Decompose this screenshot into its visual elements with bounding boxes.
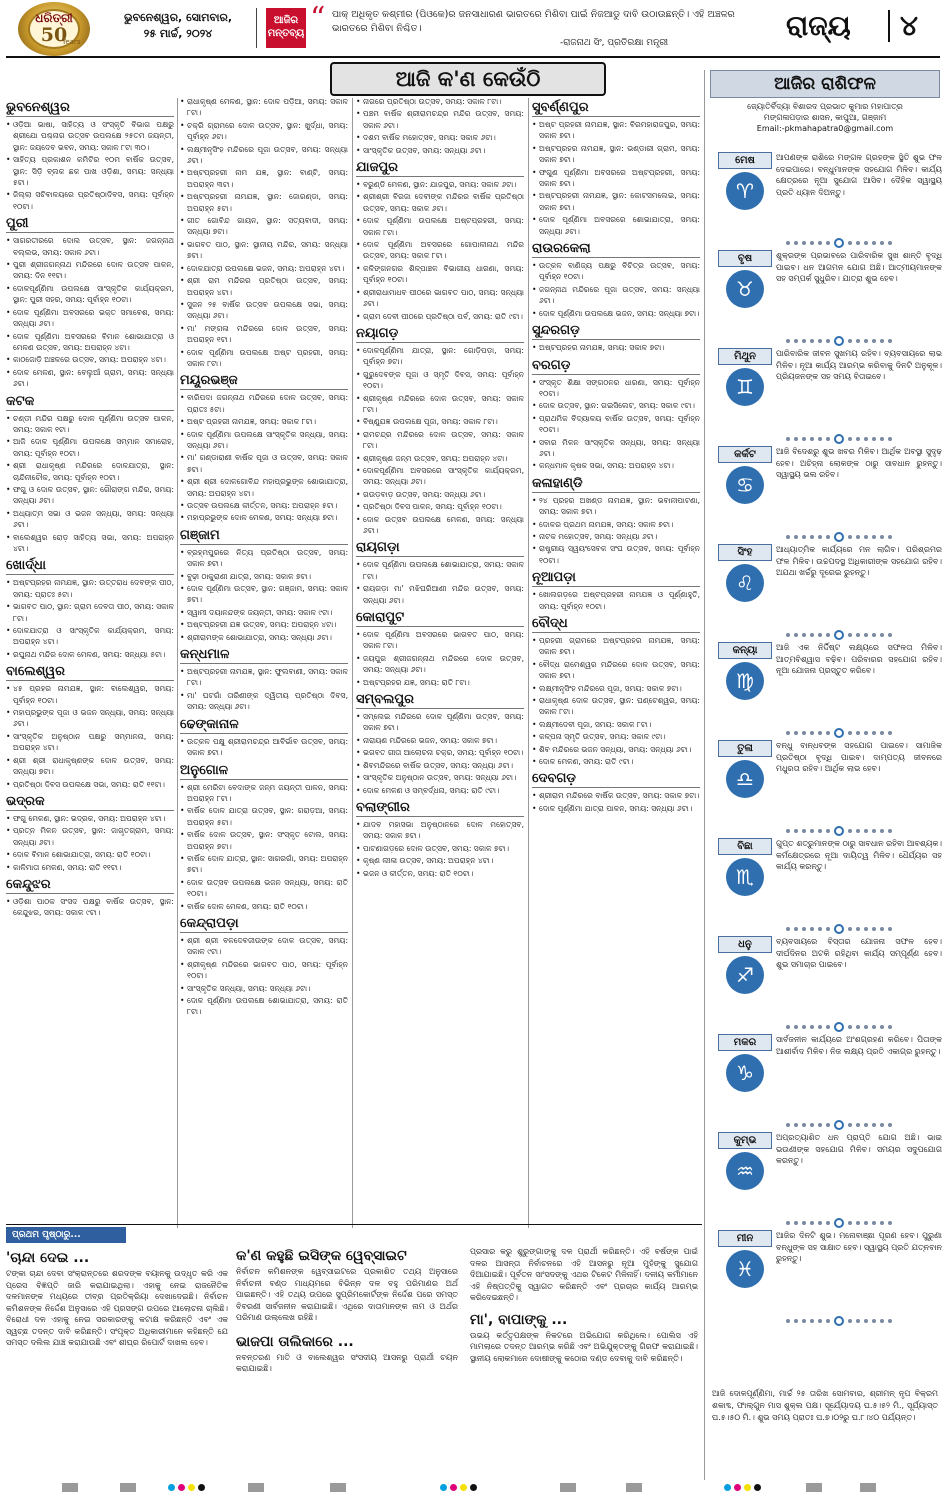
district-heading: କୋରାପୁଟ [356, 609, 524, 627]
district-heading: ବୌଦ୍ଧ [532, 615, 700, 633]
event-item: • ବ୍ରହ୍ମପୁରରେ ନିତ୍ୟ ପ୍ରତିଷ୍ଠା ଉତ୍ସବ, ସମୟ: ସକାଳ ୭ଟା। [180, 547, 348, 570]
district-heading: ନୂଆପଡ଼ା [532, 569, 700, 587]
event-item: • ଲକ୍ଷ୍ମୀଦେବୀ ପୂଜା, ସମୟ: ସକାଳ ୮ଟା। [532, 719, 700, 730]
event-item: • ଦୋଳଯାତ୍ରା ଉପଲକ୍ଷେ ଭଜନ, ସମୟ: ଅପରାହ୍ନ ୪ଟା। [180, 263, 348, 274]
event-item: • ଶ୍ରୀ ଶ୍ରୀ ବଳଦେବଜୀଉଙ୍କ ଦୋଳ ଉତ୍ସବ, ସମୟ: ସକାଳ ୯ଟା। [180, 935, 348, 958]
zodiac-sign-name: ମିଥୁନ [718, 348, 772, 365]
events-column-4 [532, 96, 700, 815]
event-item: • ନାଟକ ମହୋତ୍ସବ, ସମୟ: ସନ୍ଧ୍ୟା ୬ଟା। [532, 531, 700, 542]
zodiac-forecast-text: ଆଜିର ଦିନଟି ଶୁଭ। ମନୋବାଞ୍ଛା ପୂରଣ ହେବ। ପୁରୁଣା ବନ୍ଧୁଙ୍କ ସହ ସାକ୍ଷାତ ହେବ। ସ୍ୱାସ୍ଥ୍ୟ ପ୍ରତି ଯତ୍ନବାନ ରୁହନ୍ତୁ। [776, 1231, 942, 1264]
event-item: • ରଘୁନାଥ ମନ୍ଦିର ଦୋଳ ମେଳଣ, ସମୟ: ସନ୍ଧ୍ୟା ୫ଟା। [6, 649, 174, 660]
district-heading: ସୁବର୍ଣ୍ଣପୁର [532, 99, 700, 117]
event-item: • ରାଧାକୃଷ୍ଣ ମେଳଣ, ସ୍ଥାନ: ଦୋଳ ପଡ଼ିଆ, ସମୟ: ସକାଳ ୮ଟା। [180, 96, 348, 119]
zodiac-forecast-text: ଆଜି ଏକ ନିର୍ଦ୍ଦିଷ୍ଟ ଲକ୍ଷ୍ୟରେ ସଫଳତା ମିଳିବ। ଆତ୍ମବିଶ୍ୱାସ ବଢ଼ିବ। ପରିବାରର ସହଯୋଗ ରହିବ। ନୂଆ ଯୋଜନା ପ୍ରସ୍ତୁତ କରିବେ। [776, 643, 942, 676]
district-heading: ଖୋର୍ଦ୍ଧା [6, 557, 174, 575]
district-heading: ଦେବଗଡ଼ [532, 770, 700, 788]
event-item: • ଶ୍ରୀକୃଷ୍ଣ ମନ୍ଦିରରେ ଦୋଳ ଉତ୍ସବ, ସମୟ: ସକାଳ ୮ଟା। [356, 393, 524, 416]
event-item: • ଶ୍ରୀରାଧାମାଧବ ପୀଠରେ ଭାଗବତ ପାଠ, ସମୟ: ସନ୍ଧ୍ୟା ୬ଟା। [356, 287, 524, 310]
logo-name: ଧରିତ୍ରୀ [35, 11, 73, 25]
event-item: • ଦୋଳପୂର୍ଣ୍ଣିମା ଅବସରରେ ସାଂସ୍କୃତିକ କାର୍ଯ୍ୟକ୍ରମ, ସମୟ: ସନ୍ଧ୍ୟା ୬ଟା। [356, 465, 524, 488]
divider-dots [784, 1114, 936, 1122]
event-item: • ଦୋଳ ପୂର୍ଣ୍ଣିମା ଯାତ୍ରା ପାଳନ, ସମୟ: ସନ୍ଧ୍ୟା ୬ଟା। [532, 803, 700, 814]
event-item: • ପ୍ରତିଷ୍ଠା ଦିବସ ଉପଲକ୍ଷେ ସଭା, ସମୟ: ରାତି ୧୧ଟା। [6, 779, 174, 790]
zodiac-forecast-text: ବନ୍ଧୁ ବାନ୍ଧବଙ୍କ ସହଯୋଗ ପାଇବେ। ସାମାଜିକ ପ୍ରତିଷ୍ଠା ବୃଦ୍ଧି ପାଇବ। ଦାମ୍ପତ୍ୟ ଜୀବନରେ ମଧୁରତା ରହିବ। ଆର୍ଥିକ ଲାଭ ହେବ। [776, 741, 942, 774]
event-item: • ପ୍ରତିଷ୍ଠା ଦିବସ ପାଳନ, ସମୟ: ପୂର୍ବାହ୍ନ ୧୦ଟା। [356, 501, 524, 512]
event-item: • ମା' ଗଣ୍ଡାରାଣୀ ବାର୍ଷିକ ପୂଜା ଓ ଉତ୍ସବ, ସମୟ: ସକାଳ ୭ଟା। [180, 452, 348, 475]
event-item: • ଶ୍ରୀ ରାମ ମନ୍ଦିରର ପ୍ରତିଷ୍ଠା ଉତ୍ସବ, ସମୟ: ଅପରାହ୍ନ ୪ଟା। [180, 275, 348, 298]
zodiac-sign-name: ବିଛା [718, 838, 772, 855]
event-item: • ସାଂସ୍କୃତିକ ଅନୁଷ୍ଠାନ ଉତ୍ସବ, ସମୟ: ସନ୍ଧ୍ୟା ୬ଟା। [356, 772, 524, 783]
story-3 [470, 1246, 698, 1364]
story-headline: ମା', ବାପାଙ୍କୁ ... [470, 1311, 568, 1328]
column-divider [704, 70, 705, 1480]
bottom-rule [6, 1224, 702, 1225]
story-body: ଟଙ୍କା ଚାନ୍ଦା ଦେବା ସଂକ୍ରାନ୍ତରେ ଶରଦଙ୍କ ବୟାନକୁ ଉଦ୍ଧୃତ କରି ଏକ ପ୍ରେସ ବିଜ୍ଞପ୍ତି ଜାରି କରାଯାଇଥିଲା। ଏହାକୁ ନେଇ ରାଜନୈତିକ ଦଳମାନଙ୍କ ମଧ୍ୟରେ ତୀବ୍ର ପ୍ରତିକ୍ରିୟା ଦେଖାଦେଇଛି। ନିର୍ବାଚନ କମିଶନଙ୍କ ନିର୍ଦ୍ଦେଶ ଅନୁସାରେ ଏହି ପ୍ରସଙ୍ଗ ଉପରେ ଆଲୋଚନା ଚାଲିଛି। ବିରୋଧୀ ଦଳ ଏହାକୁ ନେଇ ସରକାରଙ୍କୁ କଟାକ୍ଷ କରିଛନ୍ତି ଏବଂ ଏକ ସ୍ୱଚ୍ଛ ତଦନ୍ତ ଦାବି କରିଛନ୍ତି। ସଂପୃକ୍ତ ଅଧିକାରୀମାନେ କହିଛନ୍ତି ଯେ ସମସ୍ତ ଦଲିଲ ଯାଞ୍ଚ କରାଯାଉଛି ଏବଂ ଶୀଘ୍ର ରିପୋର୍ଟ ଦାଖଲ ହେବ। [6, 1269, 228, 1347]
zodiac-forecast-text: ଆଜି ବିଦେଶରୁ ଶୁଭ ଖବର ମିଳିବ। ଆର୍ଥିକ ଅବସ୍ଥା ସୁଦୃଢ଼ ହେବ। ଅଚିହ୍ନା ଲୋକଙ୍କ ଠାରୁ ସାବଧାନ ରୁହନ୍ତୁ। ସ୍ୱାସ୍ଥ୍ୟ ଭଲ ରହିବ। [776, 447, 942, 480]
event-item: • ସବାର ମିଳନ ସାଂସ୍କୃତିକ ସନ୍ଧ୍ୟା, ସମୟ: ସନ୍ଧ୍ୟା ୬ଟା। [532, 437, 700, 460]
zodiac-forecast-text: ପାରିବାରିକ ଜୀବନ ସୁଖମୟ ରହିବ। ବ୍ୟବସାୟରେ ଲାଭ ମିଳିବ। ନୂଆ କାର୍ଯ୍ୟ ଆରମ୍ଭ କରିବାକୁ ଦିନଟି ଅନୁକୂଳ। ପ୍ରିୟଜନଙ୍କ ସହ ସମୟ ବିତାଇବେ। [776, 349, 942, 382]
event-item: • କଳିଙ୍ଗନଗର ଶିଳ୍ପାଞ୍ଚଳ ବିଭାଗୀୟ ଧାରଣା, ସମୟ: ପୂର୍ବାହ୍ନ ୧୦ଟା। [356, 263, 524, 286]
event-item: • ଉତ୍କଳ ପକ୍ଷୁ ଶ୍ରୀରାମଚନ୍ଦ୍ର ଆବିର୍ଭାବ ଉତ୍ସବ, ସମୟ: ସକାଳ ୭ଟା। [180, 736, 348, 759]
event-item: • କାଳିମାତା ମେଳଣ, ସମୟ: ରାତି ୧୧ଟା। [6, 862, 174, 873]
event-item: • ଦୋଳ ପୂର୍ଣ୍ଣିମା ଉପଲକ୍ଷେ ଅଷ୍ଟ ପ୍ରହରୀ, ସମୟ: ସକାଳ ୮ଟା। [180, 347, 348, 370]
event-item: • ଶିବମନ୍ଦିରରେ ବାର୍ଷିକ ଉତ୍ସବ, ସମୟ: ସନ୍ଧ୍ୟା ୬ଟା। [356, 760, 524, 771]
district-heading: ଭୁବନେଶ୍ୱର [6, 99, 174, 117]
event-item: • ଲକ୍ଷ୍ମୀନୃସିଂହ ମନ୍ଦିରରେ ପୂଜା, ସମୟ: ସକାଳ ୭ଟା। [532, 683, 700, 694]
story-body: ପ୍ରସାର କରୁ ଶୁରୁଙ୍ଗାଙ୍କୁ ଦଳ ପ୍ରାର୍ଥୀ କରିଛନ୍ତି। ଏହି ବର୍ଷଙ୍କ ପାଇଁ ଦଳର ଆସନ୍ତା ନିର୍ବାଚନରେ ଏହି ଆସନରୁ ନୂଆ ମୁହଁଙ୍କୁ ସୁଯୋଗ ଦିଆଯାଇଛି। ପୂର୍ବତନ ସାଂସଦଙ୍କୁ ଏଥର ଟିକେଟ ମିଳିନାହିଁ। ଦଳୀୟ କର୍ମୀମାନେ ଏହି ନିଷ୍ପତ୍ତିକୁ ସ୍ୱାଗତ କରିଛନ୍ତି ଏବଂ ପ୍ରଚାର କାର୍ଯ୍ୟ ଆରମ୍ଭ କରିଦେଇଛନ୍ତି। [470, 1247, 698, 1302]
divider-dots [784, 624, 936, 632]
zodiac-emblem-icon: ♋ [726, 466, 764, 504]
zodiac-sign-name: ସିଂହ [718, 544, 772, 561]
event-item: • ବୁଢ଼ୀ ଠାକୁରାଣୀ ଯାତ୍ରା, ସମୟ: ସକାଳ ୭ଟା। [180, 571, 348, 582]
event-item: • ଓଡ଼ିଶା ପାଠକ ସଂସଦ ପକ୍ଷରୁ ବାର୍ଷିକ ଉତ୍ସବ, ସ୍ଥାନ: କେନ୍ଦୁଝର, ସମୟ: ସକାଳ ୯ଟା। [6, 896, 174, 919]
story-body: ଉଭୟ କର୍ତ୍ତୃପକ୍ଷଙ୍କ ନିକଟରେ ଅଭିଯୋଗ କରିଥିଲେ। ପୋଲିସ ଏହି ମାମଲାରେ ତଦନ୍ତ ଆରମ୍ଭ କରିଛି ଏବଂ ଅଭିଯୁକ୍ତଙ୍କୁ ଗିରଫ କରାଯାଇଛି। ସ୍ଥାନୀୟ ଲୋକମାନେ ଦୋଷୀଙ୍କୁ କଠୋର ଦଣ୍ଡ ଦେବାକୁ ଦାବି କରିଛନ୍ତି। [470, 1330, 698, 1363]
zodiac-emblem-icon: ♍ [726, 662, 764, 700]
horoscope-panel [710, 70, 940, 134]
district-heading: ଭଦ୍ରକ [6, 793, 174, 811]
event-item: • ଦୋଳ ମେଳଣ, ସମୟ: ରାତି ୯ଟା। [532, 756, 700, 767]
event-item: • ୪୫ ପ୍ରହର ନାମଯଜ୍ଞ, ସ୍ଥାନ: ବାଲେଶ୍ୱର, ସମୟ: ପୂର୍ବାହ୍ନ ୧୦ଟା। [6, 683, 174, 706]
event-item: • ଶ୍ରୀକୃଷ୍ଣ ମନ୍ଦିରରେ ଭାଗବତ ପାଠ, ସମୟ: ପୂର୍ବାହ୍ନ ୧୦ଟା। [180, 959, 348, 982]
district-heading: ସୁନ୍ଦରଗଡ଼ [532, 322, 700, 340]
zodiac-emblem-icon: ♓ [726, 1250, 764, 1288]
event-item: • ଦୋଳପୂର୍ଣ୍ଣିମା ଯାତ୍ରା, ସ୍ଥାନ: ଗୋଡ଼ିପଡ଼ା, ସମୟ: ପୂର୍ବାହ୍ନ ୭ଟା। [356, 345, 524, 368]
event-item: • ଅଷ୍ଟପ୍ରହରୀ ନାମଯଜ୍ଞ, ସ୍ଥାନ: କୋଟସମଲେଇ, ସମୟ: ସକାଳ ୭ଟା। [532, 190, 700, 213]
event-item: • ଅଷ୍ଟପ୍ରହର ନାମଯଜ୍ଞ, ସ୍ଥାନ: ଭଣ୍ଡାରୀ ଗ୍ରାମ, ସମୟ: ସକାଳ ୭ଟା। [532, 143, 700, 166]
print-mark [806, 1483, 822, 1492]
quote-badge: ଆଜିର ମନ୍ତବ୍ୟ [266, 8, 306, 48]
zodiac-emblem-icon: ♑ [726, 1054, 764, 1092]
event-item: • ସମ୍ଲେଇ ମନ୍ଦିରରେ ଦୋଳ ପୂର୍ଣ୍ଣିମା ଉତ୍ସବ, ସମୟ: ସକାଳ ୭ଟା। [356, 711, 524, 734]
event-item: • ଦୋଳ ଉତ୍ସବ ଉପଲକ୍ଷେ ଭଜନ ସନ୍ଧ୍ୟା, ସମୟ: ରାତି ୧୦ଟା। [180, 877, 348, 900]
district-heading: କେନ୍ଦ୍ରାପଡ଼ା [180, 915, 348, 933]
horoscope-author-email: Email:-pkmahapatra0@gmail.com [756, 124, 894, 133]
story-headline: 'ଚାନ୍ଦା ଦେଇ ... [6, 1250, 90, 1266]
horoscope-author-name: ଜ୍ୟୋତିର୍ବିଦ୍ୟା ବିଶାରଦ ପ୍ରଭାତ କୁମାର ମହାପାତ୍ର [747, 102, 903, 111]
zodiac-sign-name: ମୀନ [718, 1230, 772, 1247]
event-item: • ଫଗୁ ଓ ଦୋଳ ଉତ୍ସବ, ସ୍ଥାନ: ଗୌରାଙ୍ଗ ମନ୍ଦିର, ସମୟ: ସନ୍ଧ୍ୟା ୬ଟା। [6, 484, 174, 507]
event-item: • ଦୋଳ ପୂର୍ଣ୍ଣିମା ଅବସରରେ ଭାଗବତ ପାଠ, ସମୟ: ସକାଳ ୮ଟା। [356, 629, 524, 652]
event-item: • ନାରାୟଣ ମନ୍ଦିରରେ ଭଜନ, ସମୟ: ସକାଳ ୭ଟା। [356, 735, 524, 746]
event-item: • ଅଷ୍ଟ ପ୍ରହରୀ ନାମଯଜ୍ଞ, ସମୟ: ସକାଳ ୮ଟା। [180, 416, 348, 427]
zodiac-emblem-icon: ♊ [726, 368, 764, 406]
zodiac-forecast-text: ଆପଣଙ୍କ ରାଶିରେ ମଙ୍ଗଳ ଗ୍ରହଙ୍କ ସ୍ଥିତି ଶୁଭ ଫଳ ଦେଇପାରେ। ବନ୍ଧୁମାନଙ୍କ ସହଯୋଗ ମିଳିବ। କାର୍ଯ୍ୟ କ୍ଷେତ୍ରରେ ନୂଆ ସୁଯୋଗ ଆସିବ। ଦୈହିକ ସ୍ୱାସ୍ଥ୍ୟ ପ୍ରତି ଧ୍ୟାନ ଦିଅନ୍ତୁ। [776, 153, 942, 197]
district-heading: କେନ୍ଦୁଝର [6, 876, 174, 894]
event-item: • ଖୋଲଗଡ଼ରେ ଅଷ୍ଟପ୍ରହରୀ ନାମଯଜ୍ଞ ଓ ପୂର୍ଣ୍ଣାହୁତି, ସମୟ: ପୂର୍ବାହ୍ନ ୧୦ଟା। [532, 589, 700, 612]
event-item: • ସାଂସ୍କୃତିକ ଉତ୍ସବ, ସମୟ: ସନ୍ଧ୍ୟା ୬ଟା। [356, 145, 524, 156]
event-item: • ଦୋଳ ପୂର୍ଣ୍ଣିମା ଉପଲକ୍ଷେ ଅଷ୍ଟପ୍ରହରୀ, ସମୟ: ସକାଳ ୮ଟା। [356, 215, 524, 238]
event-item: • ଜିଲ୍ଲା ସଚିବାଳୟରେ ପ୍ରତିଷ୍ଠାଦିବସ, ସମୟ: ପୂର୍ବାହ୍ନ ୧୦ଟା। [6, 189, 174, 212]
registration-dot [470, 1484, 477, 1491]
registration-dot [734, 1484, 741, 1491]
zodiac-emblem-icon: ♎ [726, 760, 764, 798]
district-heading: ବରଗଡ଼ [532, 357, 700, 375]
zodiac-sign-name: ତୁଳା [718, 740, 772, 757]
event-item: • ରାଷ୍ଟ୍ରୀୟ ସ୍ୱୟଂସେବକ ସଂଘ ଉତ୍ସବ, ସମୟ: ପୂର୍ବାହ୍ନ ୧୦ଟା। [532, 543, 700, 566]
divider-dots [784, 1016, 936, 1024]
district-heading: ରାୟଗଡ଼ା [356, 539, 524, 557]
zodiac-forecast-text: ସାର୍ବଜନୀନ କାର୍ଯ୍ୟରେ ଅଂଶଗ୍ରହଣ କରିବେ। ପିତାଙ୍କ ଆଶୀର୍ବାଦ ମିଳିବ। ନିଜ ଲକ୍ଷ୍ୟ ପ୍ରତି ଏକାଗ୍ର ରୁହନ୍ତୁ। [776, 1035, 942, 1056]
event-item: • ନାଗରେ ପ୍ରତିଷ୍ଠା ଉତ୍ସବ, ସମୟ: ସକାଳ ୮ଟା। [356, 96, 524, 107]
district-heading: ଗଞ୍ଜାମ [180, 527, 348, 545]
event-item: • ଉତ୍ସବ ଉପଲକ୍ଷେ କୀର୍ତ୍ତନ, ସମୟ: ଅପରାହ୍ନ ୫ଟା। [180, 500, 348, 511]
zodiac-emblem-icon: ♈ [726, 172, 764, 210]
story-1 [6, 1248, 228, 1349]
zodiac-forecast-text: ଶୁକ୍ରଙ୍କ ପ୍ରଭାବରେ ପାରିବାରିକ ସୁଖ ଶାନ୍ତି ବୃଦ୍ଧି ପାଇବ। ଧନ ଆଗମନ ଯୋଗ ଅଛି। ଆତ୍ମୀୟମାନଙ୍କ ସହ ସମ୍ପର୍କ ସୁଧୁରିବ। ଯାତ୍ରା ଶୁଭ ହେବ। [776, 251, 942, 284]
event-item: • ଶ୍ରୀଶ୍ରୀ ବିରଜା ଦେବୀଙ୍କ ମନ୍ଦିରର ବାର୍ଷିକ ପ୍ରତିଷ୍ଠା ଉତ୍ସବ, ସମୟ: ସକାଳ ୬ଟା। [356, 191, 524, 214]
event-item: • ଦୋଳ ମେଳଣ, ସ୍ଥାନ: ବେଲୁଆଁ ଗ୍ରାମ, ସମୟ: ସନ୍ଧ୍ୟା ୬ଟା। [6, 367, 174, 390]
event-item: • ସାଂସ୍କୃତିକ ଅନୁଷ୍ଠାନ ପକ୍ଷରୁ ସମ୍ମାନନା, ସମୟ: ଅପରାହ୍ନ ୪ଟା। [6, 731, 174, 754]
event-item: • ବାର୍ଷିକ ଦୋଳ ଯାତ୍ରା ଉତ୍ସବ, ସ୍ଥାନ: ଗରାଡ଼ଆ, ସମୟ: ଅପରାହ୍ନ ୫ଟା। [180, 805, 348, 828]
dateline-place-day: ଭୁବନେଶ୍ୱର, ସୋମବାର, [123, 11, 233, 24]
zodiac-forecast-text: ଅପ୍ରତ୍ୟାଶିତ ଧନ ପ୍ରାପ୍ତି ଯୋଗ ଅଛି। ଭାଇ ଭଉଣୀଙ୍କ ସହଯୋଗ ମିଳିବ। ସମୟର ସଦୁପଯୋଗ କରନ୍ତୁ। [776, 1133, 942, 1166]
district-heading: ପୁରୀ [6, 215, 174, 233]
print-mark [330, 1483, 346, 1492]
zodiac-emblem-icon: ♉ [726, 270, 764, 308]
event-item: • ଉତ୍କଳ ବାଣିଜ୍ୟ ପକ୍ଷରୁ ବିଚିତ୍ର ଉତ୍ସବ, ସମୟ: ପୂର୍ବାହ୍ନ ୧୦ଟା। [532, 260, 700, 283]
events-column-3 [356, 96, 524, 880]
event-item: • ରାମଚନ୍ଦ୍ର ମନ୍ଦିରରେ ଦୋଳ ଉତ୍ସବ, ସମୟ: ସକାଳ ୮ଟା। [356, 429, 524, 452]
event-item: • ଗୀତ ଗୋବିନ୍ଦ ଗାୟନ, ସ୍ଥାନ: ସତ୍ୟବାଦୀ, ସମୟ: ସନ୍ଧ୍ୟା ୭ଟା। [180, 215, 348, 238]
event-item: • ଶିବ ମନ୍ଦିରରେ ଭଜନ ସନ୍ଧ୍ୟା, ସମୟ: ସନ୍ଧ୍ୟା ୬ଟା। [532, 744, 700, 755]
event-item: • ଶ୍ରୀରାମ ମନ୍ଦିରରେ ବାର୍ଷିକ ଉତ୍ସବ, ସମୟ: ସକାଳ ୭ଟା। [532, 790, 700, 801]
event-item: • ଜଗନ୍ନାଥ ମନ୍ଦିରରେ ପୂଜା ଉତ୍ସବ, ସମୟ: ସନ୍ଧ୍ୟା ୬ଟା। [532, 284, 700, 307]
print-mark [860, 1483, 876, 1492]
district-heading: ମୟୂରଭଞ୍ଜ [180, 372, 348, 390]
event-item: • ଭଗବତ ଗୀତା ଆଲୋଚନା ଚକ୍ର, ସମୟ: ପୂର୍ବାହ୍ନ ୧୦ଟା। [356, 747, 524, 758]
event-item: • ସାଗରତୀରରେ ଦୋଲ ଉତ୍ସବ, ସ୍ଥାନ: ଜଗନ୍ନାଥ ବଲ୍ଲଭ, ସମୟ: ସକାଳ ୬ଟା। [6, 235, 174, 258]
print-mark [626, 1483, 642, 1492]
event-item: • ବରୁଣ୍ଡି ମେଳଣ, ସ୍ଥାନ: ଯାଜପୁର, ସମୟ: ସକାଳ ୬ଟା। [356, 179, 524, 190]
events-column-2 [180, 96, 348, 1019]
event-item: • ଅଷ୍ଟ ପ୍ରହରୀ ନାମଯଜ୍ଞ, ସ୍ଥାନ: ବିରମହାରାଜପୁର, ସମୟ: ସକାଳ ୭ଟା। [532, 119, 700, 142]
event-item: • ଗୁରୁଦେବଙ୍କ ପୂଜା ଓ ସ୍ମୃତି ଦିବସ, ସମୟ: ପୂର୍ବାହ୍ନ ୧୦ଟା। [356, 369, 524, 392]
event-item: • ଦୋଳ ପୂର୍ଣ୍ଣିମା ଅବସରରେ ଗୋପାଳୀନାଥ ମନ୍ଦିର ଉତ୍ସବ, ସମୟ: ସକାଳ ୮ଟା। [356, 239, 524, 262]
event-item: • ବାରିପଦା ଜଗନ୍ନାଥ ମନ୍ଦିରରେ ଦୋଳ ଉତ୍ସବ, ସମୟ: ପ୍ରାତଃ ୫ଟା। [180, 392, 348, 415]
section-name: ରାଜ୍ୟ [786, 9, 851, 42]
event-item: • ଶ୍ରୀ ମେରିଟା ବେଦାଙ୍କ ଜନ୍ମ ଜୟନ୍ତୀ ପାଳନ, ସମୟ: ଅପରାହ୍ନ ୮ଟା। [180, 782, 348, 805]
registration-dot [178, 1484, 185, 1491]
divider-dots [784, 526, 936, 534]
event-item: • ବିଷ୍ଣୁଯଜ୍ଞ ଉପଲକ୍ଷେ ପୂଜା, ସମୟ: ସକାଳ ୮ଟା। [356, 416, 524, 427]
logo-years: Years [62, 38, 81, 46]
continued-tag: ପ୍ରଥମ ପୃଷ୍ଠାରୁ... [6, 1227, 126, 1243]
district-heading: ଢେଙ୍କାନାଳ [180, 716, 348, 734]
district-heading: ବଲାଙ୍ଗୀର [356, 799, 524, 817]
district-heading: ନୟାଗଡ଼ [356, 325, 524, 343]
divider-dots [784, 330, 936, 338]
event-item: • ଗଉଡ଼ବାଡ଼ ଉତ୍ସବ, ସମୟ: ସନ୍ଧ୍ୟା ୬ଟା। [356, 489, 524, 500]
district-heading: କଟକ [6, 393, 174, 411]
column-divider [177, 98, 178, 1228]
event-item: • ଚଣ୍ଡୀ ମନ୍ଦିର ପକ୍ଷରୁ ଦୋଳ ପୂର୍ଣ୍ଣିମା ଉତ୍ସବ ପାଳନ, ସମୟ: ସକାଳ ୧ଟା। [6, 413, 174, 436]
event-item: • ଶ୍ରୀ ରାଧାକୃଷ୍ଣ ମନ୍ଦିରରେ ଦୋଳଯାତ୍ରା, ସ୍ଥାନ: ଚାନ୍ଦିନୀଚୌକ, ସମୟ: ପୂର୍ବାହ୍ନ ୧୦ଟା। [6, 460, 174, 483]
story-body: ନବନ୍ତରଣ ମାତି ଓ ବାଲେଶ୍ୱର ସଂସଦୀୟ ଆସନରୁ ପ୍ରାର୍ଥୀ ଚୟନ କରାଯାଇଛି। [236, 1352, 458, 1373]
event-item: • ସଂସ୍କୃତ ଶିକ୍ଷା ସଙ୍ଗଠନର ଧାରଣା, ସମୟ: ପୂର୍ବାହ୍ନ ୧୦ଟା। [532, 377, 700, 400]
event-item: • ଭାଗବତ ପାଠ, ସ୍ଥାନ: ସ୍ଥାନୀୟ ମନ୍ଦିର, ସମୟ: ସନ୍ଧ୍ୟା ୭ଟା। [180, 239, 348, 262]
story-headline: ଭାଜପା ତାଲିକାରେ ... [236, 1333, 354, 1350]
event-item: • ବାର୍ଷିକ ଦୋଳ ଉତ୍ସବ, ସ୍ଥାନ: ସଂସ୍କୃତ ଟୋଲ, ସମୟ: ଅପରାହ୍ନ ୭ଟା। [180, 829, 348, 852]
registration-dot [168, 1484, 175, 1491]
story-body: ନିର୍ବାଚନ କମିଶନଙ୍କ ୱେବ୍‌ସାଇଟରେ ପ୍ରକାଶିତ ତଥ୍ୟ ଅନୁସାରେ ନିର୍ବାଚନୀ ବଣ୍ଡ ମାଧ୍ୟମରେ ବିଭିନ୍ନ ଦଳ ବହୁ ପରିମାଣର ଅର୍ଥ ପାଇଛନ୍ତି। ଏହି ତଥ୍ୟ ଉପରେ ସୁପ୍ରିମକୋର୍ଟଙ୍କ ନିର୍ଦ୍ଦେଶ ପରେ ସମସ୍ତ ବିବରଣୀ ସାର୍ବଜନୀନ କରାଯାଇଛି। ଏଥିରେ ଦାତାମାନଙ୍କ ନାମ ଓ ଅର୍ଥର ପରିମାଣ ଉଲ୍ଲେଖ ରହିଛି। [236, 1267, 458, 1322]
print-mark [62, 1483, 78, 1492]
event-item: • ମା' ମଙ୍ଗଳା ମନ୍ଦିରରେ ଦୋଳ ଉତ୍ସବ, ସମୟ: ଅପରାହ୍ନ ୧ଟା। [180, 323, 348, 346]
event-item: • ଶ୍ରୀରାମଙ୍କ ଶୋଭାଯାତ୍ରା, ସମୟ: ସନ୍ଧ୍ୟା ୬ଟା। [180, 632, 348, 643]
event-item: • ପ୍ରହରୀ ଗ୍ରାମରେ ଅଷ୍ଟପ୍ରହର ନାମଯଜ୍ଞ, ସମୟ: ସକାଳ ୭ଟା। [532, 635, 700, 658]
zodiac-emblem-icon: ♐ [726, 956, 764, 994]
event-item: • ମା' ଘଟଗାଁ ତାରିଣୀଙ୍କ ଦ୍ୱିତୀୟ ପ୍ରତିଷ୍ଠା ଦିବସ, ସମୟ: ସନ୍ଧ୍ୟା ୬ଟା। [180, 690, 348, 713]
masthead-divider [256, 8, 257, 48]
event-item: • ମହାପ୍ରଭୁଙ୍କ ଦୋଳ ମେଳଣ, ସମୟ: ସନ୍ଧ୍ୟା ୭ଟା। [180, 512, 348, 523]
divider-dots [784, 820, 936, 828]
zodiac-sign-name: କର୍କଟ [718, 446, 772, 463]
event-item: • ବୌଦ୍ଧ ରାମେଶ୍ୱର ମନ୍ଦିରରେ ଦୋଳ ଉତ୍ସବ, ସମୟ: ସକାଳ ୭ଟା। [532, 659, 700, 682]
event-item: • ଓଡ଼ିଆ ଭାଷା, ସାହିତ୍ୟ ଓ ସଂସ୍କୃତି ବିଭାଗ ପକ୍ଷରୁ ଶ୍ରୀଯୋ ପଶ୍ଚନାଗ ଉତ୍ସବ ଉପଲକ୍ଷେ ୨୫ତମ ଜୟନ୍ତୀ, ସ୍ଥାନ: ଜୟଦେବ ଭବନ, ସମୟ: ସକାଳ ୮ଟା ୩୦। [6, 119, 174, 153]
registration-dot [450, 1484, 457, 1491]
event-item: • ପଞ୍ଚମ ବାର୍ଷିକ ଶ୍ରୀରାମଚନ୍ଦ୍ର ମନ୍ଦିର ଉତ୍ସବ, ସମୟ: ସକାଳ ୬ଟା। [356, 108, 524, 131]
event-item: • ଦୋଳ ପୂର୍ଣ୍ଣିମା ଉପଲକ୍ଷେ ସାଂସ୍କୃତିକ ସନ୍ଧ୍ୟା, ସମୟ: ସନ୍ଧ୍ୟା ୬ଟା। [180, 429, 348, 452]
event-item: • ଭଜନ ଓ କୀର୍ତ୍ତନ, ସମୟ: ରାତି ୧୦ଟା। [356, 868, 524, 879]
registration-dot [724, 1484, 731, 1491]
event-item: • କୃଷ୍ଣ ଲୀଳା ଉତ୍ସବ, ସମୟ: ଅପରାହ୍ନ ୪ଟା। [356, 855, 524, 866]
district-heading: ସମ୍ବଲପୁର [356, 691, 524, 709]
event-item: • ଦୋଳ ପୂର୍ଣ୍ଣିମା ଅବସରରେ ଭକ୍ତ ସମାବେଶ, ସମୟ: ସନ୍ଧ୍ୟା ୬ଟା। [6, 307, 174, 330]
event-item: • ଅଧ୍ୟାତ୍ମ ସଭା ଓ ଭଜନ ସନ୍ଧ୍ୟା, ସମୟ: ସନ୍ଧ୍ୟା ୬ଟା। [6, 508, 174, 531]
event-item: • ଅଷ୍ଟପ୍ରହର ନାମଯଜ୍ଞ, ସ୍ଥାନ: ଉତ୍ତରାଧ ଦେବଙ୍କ ପୀଠ, ସମୟ: ପ୍ରାତଃ ୫ଟା। [6, 577, 174, 600]
event-item: • ବାର୍ଷିକ ଦୋଳ ଯାତ୍ରା, ସ୍ଥାନ: ସାଗରଗାଁ, ସମୟ: ଅପରାହ୍ନ ୭ଟା। [180, 853, 348, 876]
print-mark [120, 1483, 136, 1492]
divider-dots [784, 428, 936, 436]
zodiac-sign-name: ମେଷ [718, 152, 772, 169]
zodiac-sign-name: ମକର [718, 1034, 772, 1051]
registration-dot [188, 1484, 195, 1491]
event-item: • ପାଟଣାଗଡ଼ରେ ଦୋଳ ଉତ୍ସବ, ସମୟ: ସକାଳ ୭ଟା। [356, 843, 524, 854]
zodiac-emblem-icon: ♏ [726, 858, 764, 896]
registration-dot [754, 1484, 761, 1491]
event-item: • ରାୟଗଡ଼ା ମା' ମଝିଘରିଆଣୀ ମନ୍ଦିର ଉତ୍ସବ, ସମୟ: ସନ୍ଧ୍ୟା ୬ଟା। [356, 583, 524, 606]
event-item: • ଯାଦବ ମହାସଭା ଅନୁଷ୍ଠାନରେ ଦୋଳ ମହୋତ୍ସବ, ସମୟ: ସକାଳ ୭ଟା। [356, 819, 524, 842]
event-item: • ଦୋଳ ପୂର୍ଣ୍ଣିମା ଉତ୍ସବ, ସ୍ଥାନ: ଗଞ୍ଜାମ, ସମୟ: ସକାଳ ୭ଟା। [180, 583, 348, 606]
event-item: • କାଠଜୋଡ଼ି ଅଞ୍ଚଳରେ ଉତ୍ସବ, ସମୟ: ଅପରାହ୍ନ ୪ଟା। [6, 354, 174, 365]
divider-dots [784, 1310, 936, 1318]
event-item: • ଅଷ୍ଟପ୍ରହରୀ ନାମଯଜ୍ଞ, ସ୍ଥାନ: ଫୁଲବାଣୀ, ସମୟ: ସକାଳ ୮ଟା। [180, 666, 348, 689]
event-item: • ଦୋଳ ବିମାନ ଶୋଭାଯାତ୍ରା, ସମୟ: ରାତି ୧୦ଟା। [6, 849, 174, 860]
event-item: • ବାର୍ଷିକ ଦୋଳ ମେଳଣ, ସମୟ: ରାତି ୧୦ଟା। [180, 901, 348, 912]
event-item: • କନ୍ଧମାଳ କୃଷକ ସଭା, ସମୟ: ଅପରାହ୍ନ ୪ଟା। [532, 460, 700, 471]
event-item: • ଶ୍ରୀ ଶ୍ରୀ ଦୋଳଗୋବିନ୍ଦ ମହାପ୍ରଭୁଙ୍କ ଶୋଭାଯାତ୍ରା, ସମୟ: ଅପରାହ୍ନ ୪ଟା। [180, 476, 348, 499]
event-item: • ଦୋଳପୂର୍ଣ୍ଣିମା ଉପଲକ୍ଷେ ସାଂସ୍କୃତିକ କାର୍ଯ୍ୟକ୍ରମ, ସ୍ଥାନ: ପୁରୀ ସହର, ସମୟ: ପୂର୍ବାହ୍ନ ୧୦ଟା। [6, 283, 174, 306]
registration-dot [460, 1484, 467, 1491]
zodiac-sign-name: ବୃଷ [718, 250, 772, 267]
zodiac-forecast-text: ବ୍ୟବସାୟରେ ବିସ୍ତାର ଯୋଜନା ସଫଳ ହେବ। ଦୀର୍ଘଦିନର ଅଟକି ରହିଥିବା କାର୍ଯ୍ୟ ସମ୍ପୂର୍ଣ୍ଣ ହେବ। ଶୁଭ ସମାଚାର ପାଇବେ। [776, 937, 942, 970]
event-item: • ଶ୍ରୀକୃଷ୍ଣ ଜନ୍ମ ଉତ୍ସବ, ସମୟ: ଅପରାହ୍ନ ୪ଟା। [356, 453, 524, 464]
event-item: • ଗ୍ରାମ ଦେବୀ ପୀଠରେ ପ୍ରତିଷ୍ଠା ପର୍ବ, ସମୟ: ରାତି ୯ଟା। [356, 311, 524, 322]
event-item: • ଦୋଳର ପ୍ରଥମ ନାମଯଜ୍ଞ, ସମୟ: ସକାଳ ୭ଟା। [532, 519, 700, 530]
event-item: • ସ୍ୱାମୀ ଦୟାନନ୍ଦଙ୍କ ଜୟନ୍ତୀ, ସମୟ: ସକାଳ ୯ଟା। [180, 607, 348, 618]
print-mark [560, 1483, 576, 1492]
page-section-label [786, 4, 936, 48]
newspaper-logo [8, 2, 100, 56]
event-item: • ଦୋଳ ପୂର୍ଣ୍ଣିମା ଉପଲକ୍ଷେ ଶୋଭାଯାତ୍ରା, ସମୟ: ସକାଳ ୮ଟା। [356, 559, 524, 582]
event-item: • ଦୋଳ ମେଳଣ ଓ ସମ୍ବର୍ଦ୍ଧନା, ସମୟ: ରାତି ୯ଟା। [356, 785, 524, 796]
district-heading: ରାଉରକେଲା [532, 240, 700, 258]
event-item: • ରାଧାକୃଷ୍ଣ ଦୋଳ ଉତ୍ସବ, ସ୍ଥାନ: ଘଣ୍ଟେଶ୍ୱର, ସମୟ: ସକାଳ ୮ଟା। [532, 695, 700, 718]
event-item: • ଭାଗବତ ପାଠ, ସ୍ଥାନ: ଗ୍ରାମ ଦେବତା ପୀଠ, ସମୟ: ସକାଳ ୮ଟା। [6, 601, 174, 624]
event-item: • ଦୋଳ ପୂର୍ଣ୍ଣିମା ଅବସରରେ ବିମାନ ଶୋଭାଯାତ୍ରା ଓ ମେଳଣ ଉତ୍ସବ, ସମୟ: ଅପରାହ୍ନ ୪ଟା। [6, 331, 174, 354]
event-item: • ଫଗୁଣ ପୂର୍ଣ୍ଣିମା ଅବସରରେ ଅଷ୍ଟପ୍ରହରୀ, ସମୟ: ସକାଳ ୭ଟା। [532, 167, 700, 190]
divider-dots [784, 722, 936, 730]
event-item: • ଆଜି ଦୋଳ ପୂର୍ଣ୍ଣିମା ଉପଲକ୍ଷେ ସମ୍ମାନ ସମାରୋହ, ସମୟ: ପୂର୍ବାହ୍ନ ୧୦ଟା। [6, 436, 174, 459]
quote-attribution: -ରାଜନାଥ ସିଂ, ପ୍ରତିରକ୍ଷା ମନ୍ତ୍ରୀ [560, 38, 669, 48]
events-column-1 [6, 96, 174, 920]
event-item: • ବାଲେଶ୍ୱର ରୋଡ଼ ସାହିତ୍ୟ ସଭା, ସମୟ: ଅପରାହ୍ନ ୪ଟା। [6, 532, 174, 555]
panchang-text: ଆଜି ଦୋଳପୂର୍ଣ୍ଣିମା, ମାର୍ଚ୍ଚ ୨୫ ତାରିଖ ସୋମବାର, ଶ୍ରୀମନ୍ ନୃପ ବିକ୍ରମ ଶକାବ୍ଦ, ଫାଲ୍ଗୁନ ମାସ ଶୁକ୍ଲ ପକ୍ଷ। ସୂର୍ଯ୍ୟୋଦୟ ଘ.୫।୫୨ ମି., ସୂର୍ଯ୍ୟାସ୍ତ ଘ.୫।୫୦ ମି.। ଶୁଭ ସମୟ ପ୍ରାତଃ ଘ.୭।୦୨ରୁ ଘ.୮।୪୦ ପର୍ଯ୍ୟନ୍ତ। [712, 1389, 938, 1422]
district-heading: ବାଲେଶ୍ୱର [6, 663, 174, 681]
story-2 [236, 1246, 458, 1375]
divider-dots [784, 232, 936, 240]
horoscope-title: ଆଜିର ରାଶିଫଳ [710, 70, 940, 98]
event-item: • ଶ୍ରୀ ଶ୍ରୀ ରାଧାକୃଷ୍ଣଙ୍କ ଦୋଳ ଉତ୍ସବ, ସମୟ: ସନ୍ଧ୍ୟା ୭ଟା। [6, 755, 174, 778]
event-item: • ୨୪ ପ୍ରହର ଅଖଣ୍ଡ ନାମଯଜ୍ଞ, ସ୍ଥାନ: ଭବାନୀପାଟଣା, ସମୟ: ସକାଳ ୭ଟା। [532, 495, 700, 518]
event-item: • ସାହିତ୍ୟ ପ୍ରକାଶନ କମିଟିର ୧୦ମ ବାର୍ଷିକ ଉତ୍ସବ, ସ୍ଥାନ: ସିଡ଼ି ବ୍ଲକ ଛକ ପାଖ ଓଡ଼ିଶା, ସମୟ: ସନ୍ଧ୍ୟା ୫ଟା। [6, 154, 174, 188]
zodiac-emblem-icon: ♌ [726, 564, 764, 602]
zodiac-forecast-text: ଗୁପ୍ତ ଶତ୍ରୁମାନଙ୍କ ଠାରୁ ସାବଧାନ ରହିବା ଆବଶ୍ୟକ। କର୍ମକ୍ଷେତ୍ରରେ ନୂଆ ଦାୟିତ୍ୱ ମିଳିବ। ଧୈର୍ଯ୍ୟର ସହ କାର୍ଯ୍ୟ କରନ୍ତୁ। [776, 839, 942, 872]
zodiac-sign-name: କୁମ୍ଭ [718, 1132, 772, 1149]
district-heading: ଅନୁଗୋଳ [180, 762, 348, 780]
event-item: • ପ୍ରତ୍ନ ମିଳନ ଉତ୍ସବ, ସ୍ଥାନ: ଜାଗୃତଗ୍ରାମ, ସମୟ: ସନ୍ଧ୍ୟା ୬ଟା। [6, 825, 174, 848]
zodiac-emblem-icon: ♒ [726, 1152, 764, 1190]
masthead-rule [6, 56, 940, 58]
quote-text: ପାକ୍ ଅଧିକୃତ କଶ୍ମୀର (ପିଓକେ)ର ଜନସାଧାରଣ ଭାରତରେ ମିଶିବା ପାଇଁ ନିଜଆଡୁ ଦାବି ଉଠାଉଛନ୍ତି। ଏହି ଅଞ୍ଚଳର ଭାରତରେ ମିଶିବା ନିଶ୍ଚିତ। [332, 9, 735, 34]
event-item: • ଅଷ୍ଟପ୍ରହର ଯଜ୍ଞ, ସମୟ: ରାତି ୮ଟା। [356, 677, 524, 688]
event-item: • ଦୋଳ ପୂର୍ଣ୍ଣିମା ଅବସରରେ ଶୋଭାଯାତ୍ରା, ସମୟ: ସନ୍ଧ୍ୟା ୬ଟା। [532, 214, 700, 237]
event-item: • ଫଗୁ ମେଳଣ, ସ୍ଥାନ: ଭଦ୍ରକ, ସମୟ: ଅପରାହ୍ନ ୪ଟା। [6, 813, 174, 824]
event-item: • ଦୋଳ ପୂର୍ଣ୍ଣିମା ଉପଲକ୍ଷେ ଶୋଭାଯାତ୍ରା, ସମୟ: ରାତି ୮ଟା। [180, 995, 348, 1018]
horoscope-author [710, 101, 940, 134]
event-item: • ସାଂସ୍କୃତିକ ସନ୍ଧ୍ୟା, ସମୟ: ସନ୍ଧ୍ୟା ୬ଟା। [180, 983, 348, 994]
event-item: • ପ୍ରାଥମିକ ବିଦ୍ୟାଳୟ ବାର୍ଷିକ ଉତ୍ସବ, ସମୟ: ପୂର୍ବାହ୍ନ ୧୦ଟା। [532, 413, 700, 436]
event-item: • ଚକ୍ରି ଗ୍ରାମରେ ଦୋଳ ଉତ୍ସବ, ସ୍ଥାନ: ଖୁର୍ଦ୍ଧା, ସମୟ: ପୂର୍ବାହ୍ନ ୬ଟା। [180, 120, 348, 143]
logo-fifty: 50 [40, 24, 68, 46]
event-item: • ପୁରୀ ଶ୍ରୀଜଗନ୍ନାଥ ମନ୍ଦିରରେ ଦୋଳ ଉତ୍ସବ ପାଳନ, ସମୟ: ଦିନ ୧୧ଟା। [6, 259, 174, 282]
horoscope-author-address: ମଙ୍ଗଳାପଡ଼ାର ଶାସନ, କାପୁଆ, ଗଞ୍ଜାମ [763, 113, 887, 122]
event-item: • ଦୋଳ ଉତ୍ସବ ଉପଲକ୍ଷେ ମେଳଣ, ସମୟ: ସନ୍ଧ୍ୟା ୬ଟା। [356, 514, 524, 537]
registration-dot [440, 1484, 447, 1491]
district-heading: ଯାଜପୁର [356, 159, 524, 177]
district-heading: କନ୍ଧମାଳ [180, 646, 348, 664]
section-headline: ଆଜି କ'ଣ କେଉଁଠି [330, 62, 606, 96]
dateline-date: ୨୫ ମାର୍ଚ୍ଚ, ୨୦୨୪ [143, 27, 213, 40]
event-item: • ଅଷ୍ଟପ୍ରହରୀ ନାମ ଯଜ୍ଞ, ସ୍ଥାନ: ବାଣ୍ଟି, ସମୟ: ଅପରାହ୍ନ ୩ଟା। [180, 167, 348, 190]
event-item: • ଦୋଳ ଉତ୍ସବ, ସ୍ଥାନ: ଗଇସିଲେଟ, ସମୟ: ସକାଳ ୯ଟା। [532, 400, 700, 411]
registration-dot [198, 1484, 205, 1491]
zodiac-forecast-text: ଆଧ୍ୟାତ୍ମିକ କାର୍ଯ୍ୟରେ ମନ ଲାଗିବ। ପରିଶ୍ରମର ଫଳ ମିଳିବ। ଉଚ୍ଚପଦସ୍ଥ ଅଧିକାରୀଙ୍କ ସହଯୋଗ ରହିବ। ଅଯଥା ଖର୍ଚ୍ଚରୁ ଦୂରେଇ ରୁହନ୍ତୁ। [776, 545, 942, 578]
registration-dot [744, 1484, 751, 1491]
dateline [108, 10, 248, 42]
event-item: • ଦୋଳଯାତ୍ରା ଓ ସାଂସ୍କୃତିକ କାର୍ଯ୍ୟକ୍ରମ, ସମୟ: ଅପରାହ୍ନ ୪ଟା। [6, 625, 174, 648]
print-mark [248, 1483, 264, 1492]
section-divider [888, 10, 890, 42]
event-item: • ଦଶମ ବାର୍ଷିକ ମହୋତ୍ସବ, ସମୟ: ସକାଳ ୬ଟା। [356, 132, 524, 143]
event-item: • ସୁଜନ ୨୫ ବାର୍ଷିକ ଉତ୍ସବ ଉପଲକ୍ଷେ ସଭା, ସମୟ: ସନ୍ଧ୍ୟା ୬ଟା। [180, 299, 348, 322]
page-number: ୪ [900, 9, 918, 42]
quote-open-icon: “ [310, 1, 326, 36]
event-item: • କଳ୍ପନା ସ୍ମୃତି ଉତ୍ସବ, ସମୟ: ସକାଳ ୯ଟା। [532, 731, 700, 742]
masthead [0, 0, 945, 58]
divider-dots [784, 1212, 936, 1220]
event-item: • ଲକ୍ଷ୍ମୀନୃସିଂହ ମନ୍ଦିରରେ ପୂଜା ଉତ୍ସବ, ସମୟ: ସନ୍ଧ୍ୟା ୬ଟା। [180, 144, 348, 167]
zodiac-sign-name: ଧନୁ [718, 936, 772, 953]
event-item: • ଅଷ୍ଟପ୍ରହର ନାମଯଜ୍ଞ, ସମୟ: ସକାଳ ୭ଟା। [532, 342, 700, 353]
event-item: • ଅଷ୍ଟପ୍ରହରୀ ନାମଯଜ୍ଞ, ସ୍ଥାନ: ଜୋରଣ୍ଡା, ସମୟ: ଅପରାହ୍ନ ୫ଟା। [180, 191, 348, 214]
event-item: • ଦୋଳ ପୂର୍ଣ୍ଣିମା ଉପଲକ୍ଷେ ଭଜନ, ସମୟ: ସନ୍ଧ୍ୟା ୭ଟା। [532, 308, 700, 319]
event-item: • ମହାପ୍ରଭୁଙ୍କ ପୂଜା ଓ ଭଜନ ସନ୍ଧ୍ୟା, ସମୟ: ସନ୍ଧ୍ୟା ୬ଟା। [6, 707, 174, 730]
district-heading: କଳାହାଣ୍ଡି [532, 475, 700, 493]
divider-dots [784, 918, 936, 926]
column-divider [528, 98, 529, 1228]
event-item: • ଅଷ୍ଟପ୍ରହରୀ ଯଜ୍ଞ ଉତ୍ସବ, ସମୟ: ଅପରାହ୍ନ ୪ଟା। [180, 619, 348, 630]
event-item: • ଜୟପୁର ଶ୍ରୀଜଗନ୍ନାଥ ମନ୍ଦିରରେ ଦୋଳ ଉତ୍ସବ, ସମୟ: ସନ୍ଧ୍ୟା ୬ଟା। [356, 653, 524, 676]
story-headline: କ'ଣ କହୁଛି ଇସିଙ୍କ ୱେବ୍‌ସାଇଟ [236, 1248, 407, 1264]
column-divider [352, 98, 353, 1228]
zodiac-sign-name: କନ୍ୟା [718, 642, 772, 659]
